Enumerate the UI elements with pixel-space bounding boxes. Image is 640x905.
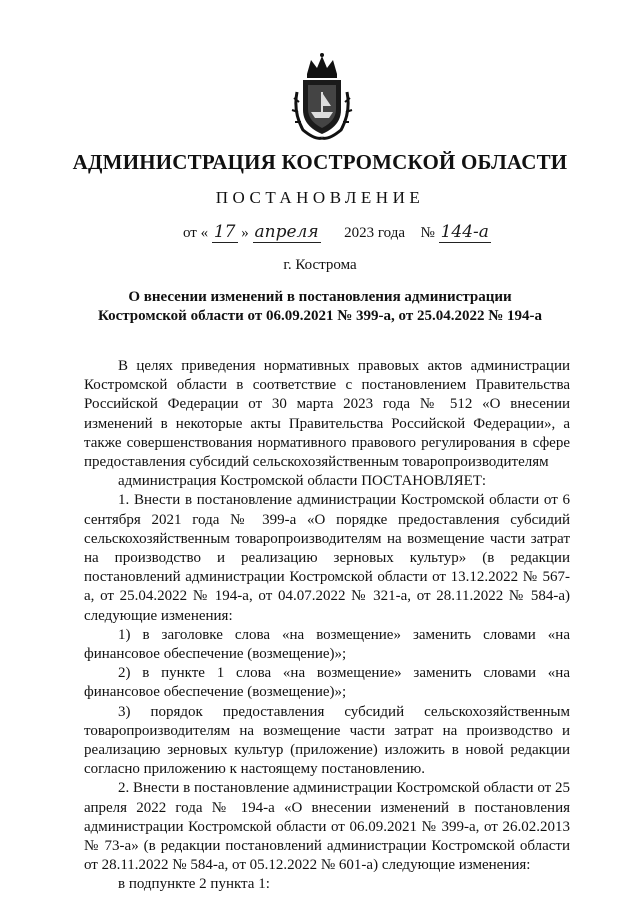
number-label: № <box>420 225 435 241</box>
paragraph: администрация Костромской области ПОСТАНОВЛЯЕТ: <box>118 473 487 490</box>
document-dateline <box>183 222 491 242</box>
paragraph: 2) в пункте 1 слова «на возмещение» заменить словами «на финансовое обеспечение (возмещение)»; <box>84 665 570 701</box>
date-day: 17 <box>213 222 236 242</box>
date-day-close: » <box>241 225 249 241</box>
paragraph: в подпункте 2 пункта 1: <box>118 876 270 893</box>
paragraph: 1) в заголовке слова «на возмещение» заменить словами «на финансовое обеспечение (возмещение)»; <box>84 626 570 663</box>
document-body <box>84 357 570 895</box>
subject-line: О внесении изменений в постановления администрации <box>128 289 512 305</box>
paragraph: 1. Внести в постановление администрации Костромской области от 6 сентября 2021 года № 399-а «О порядке предоставления субсидий сельскохозяйственным товаропроизводителям на возмещение части затрат на производство и реализацию зерновых культур» (в редакции постановлений администрации Костромской области от 13.12.2022 № 567-а, от 25.04.2022 № 194-а, от 04.07.2022 № 321-а, от 28.11.2022 № 584-а) следующие изменения: <box>84 492 570 624</box>
organization-title: АДМИНИСТРАЦИЯ КОСТРОМСКОЙ ОБЛАСТИ <box>72 150 568 174</box>
paragraph: 2. Внести в постановление администрации Костромской области от 25 апреля 2022 года № 194-а «О внесении изменений в постановления администрации Костромской области от 06.09.2021 № 399-а, от 26.02.2013 № 73-а» (в редакции постановлений администрации Костромской области от 28.11.2022 № 584-а, от 05.12.2022 № 601-а) следующие изменения: <box>84 780 570 874</box>
document-type: ПОСТАНОВЛЕНИЕ <box>215 188 425 207</box>
coat-of-arms-icon <box>289 52 355 142</box>
document-number: 144-а <box>440 222 489 242</box>
date-from-label: от « <box>183 225 209 241</box>
city-name: г. Кострома <box>283 257 357 273</box>
subject-line: Костромской области от 06.09.2021 № 399-а, от 25.04.2022 № 194-а <box>97 308 543 324</box>
date-year: 2023 года <box>344 225 405 241</box>
date-month: апреля <box>254 222 319 242</box>
paragraph: 3) порядок предоставления субсидий сельскохозяйственным товаропроизводителям на возмещение части затрат на производство и реализацию зерновых культур (приложение) изложить в новой редакции согласно приложению к настоящему постановлению. <box>84 703 570 778</box>
paragraph: В целях приведения нормативных правовых актов администрации Костромской области в соответствие с постановлением Правительства Российской Федерации от 30 марта 2023 года № 512 «О внесении изменений в некоторые акты Правительства Российской Федерации», а также совершенствования нормативного правового регулирования в сфере предоставления субсидий сельскохозяйственным товаропроизводителям <box>84 358 570 471</box>
document-subject <box>60 288 580 326</box>
